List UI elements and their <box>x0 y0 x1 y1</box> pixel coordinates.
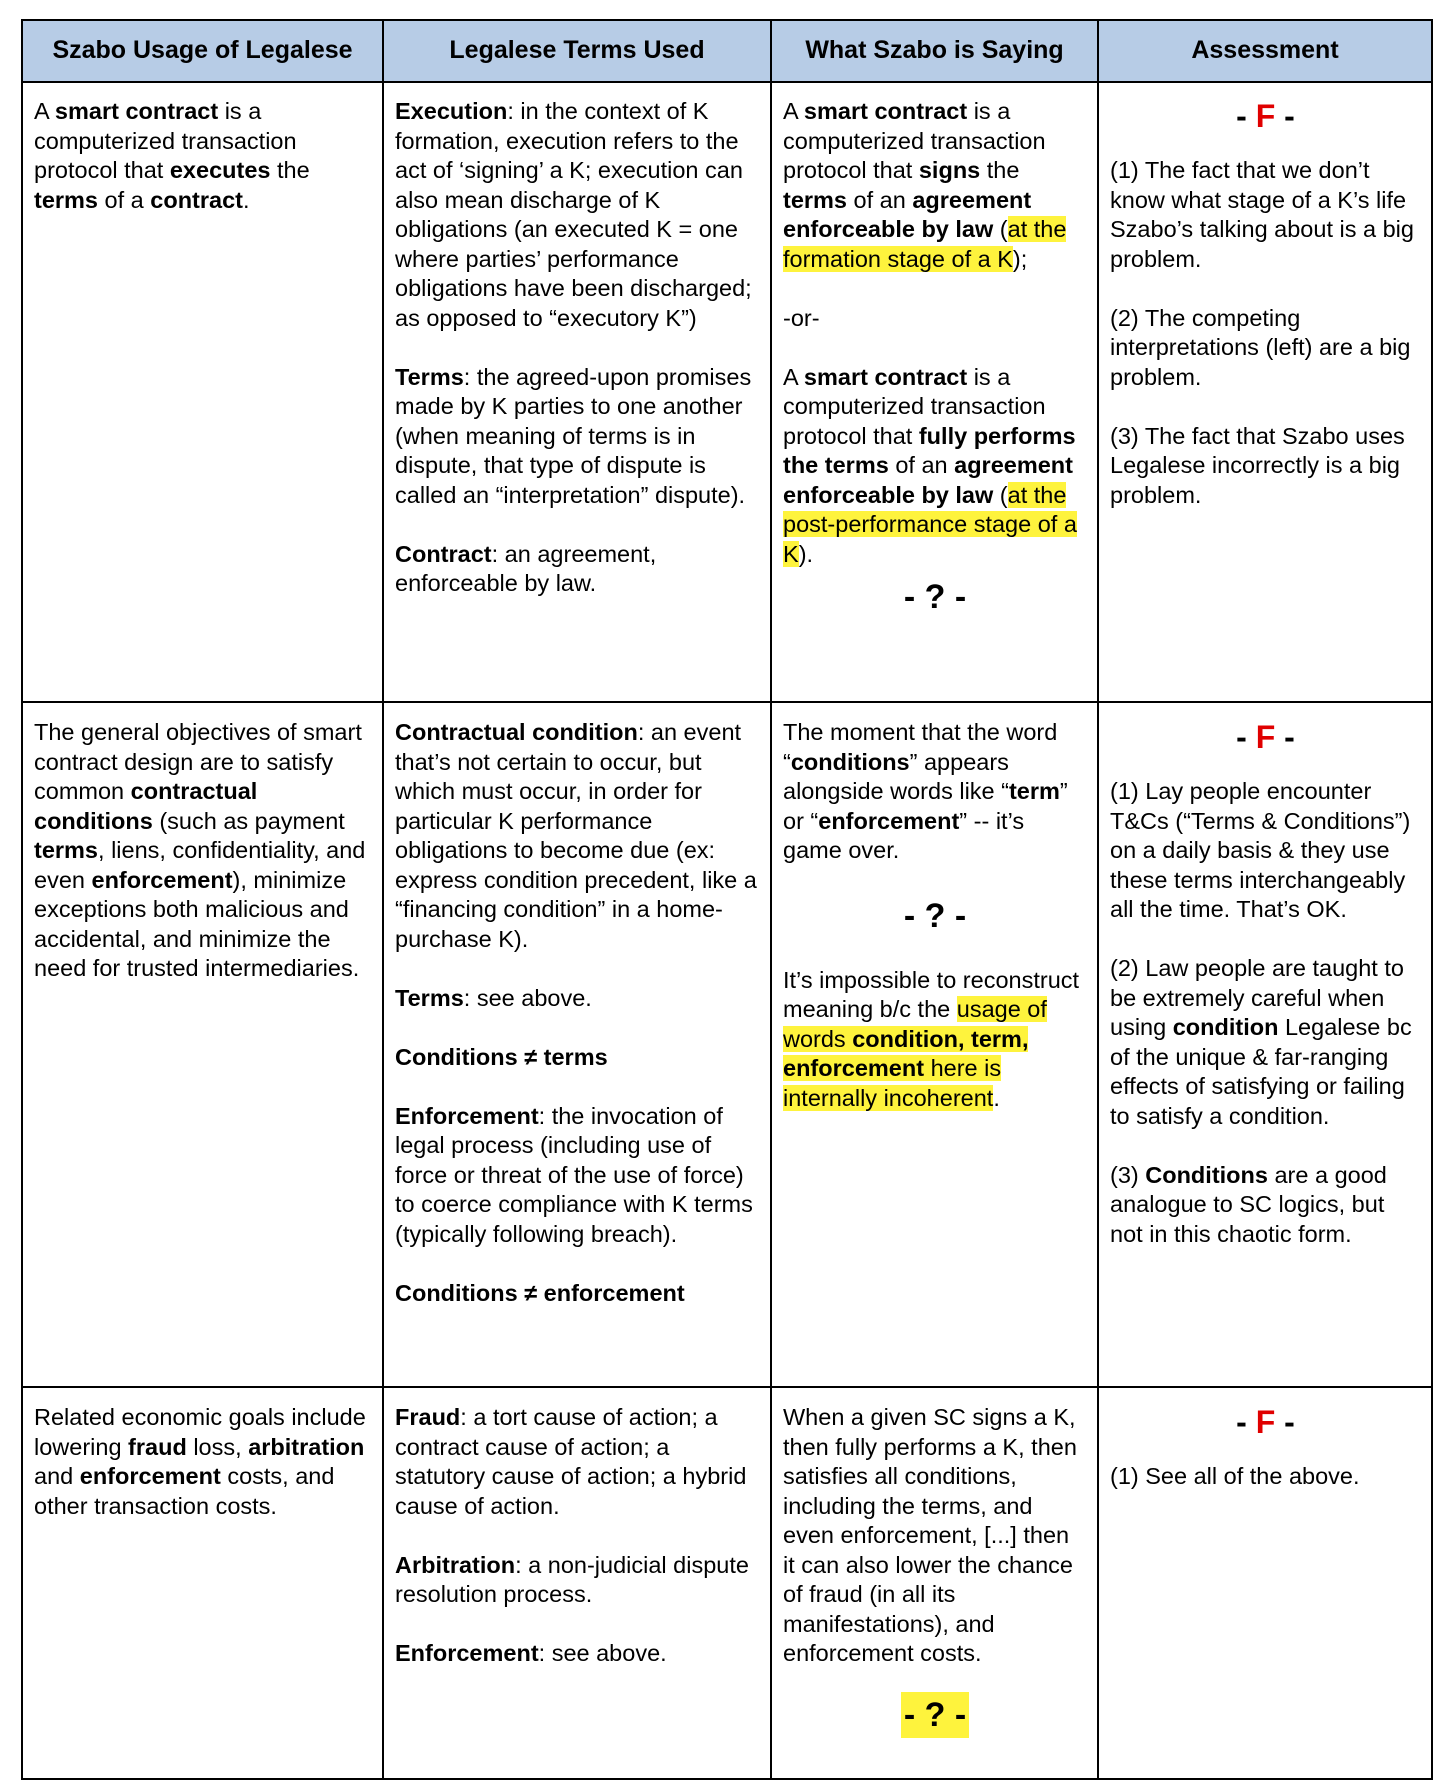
text-segment: (2) The competing interpretations (left) are a big problem. <box>1110 304 1411 390</box>
bold-text: condition <box>1172 1014 1279 1040</box>
assessment-point <box>1110 1462 1421 1492</box>
text-segment: ). <box>798 540 814 567</box>
terms-cell <box>383 1387 771 1779</box>
legalese-assessment-table <box>21 19 1433 1780</box>
term-definition <box>395 540 760 599</box>
terms-cell <box>383 82 771 702</box>
term-definition <box>395 1551 760 1610</box>
usage-text <box>34 97 372 215</box>
saying-cell <box>771 1387 1098 1779</box>
saying-paragraph <box>783 718 1087 866</box>
bold-text: Execution <box>395 98 508 124</box>
text-segment: ” appears alongside words like “ <box>783 748 1009 804</box>
grade-f: F <box>1255 98 1276 134</box>
bold-text: Conditions <box>1145 1161 1268 1188</box>
text-segment: : a non-judicial dispute resolution process. <box>395 1551 749 1607</box>
bold-text: contract <box>150 186 243 213</box>
text-segment: : see above. <box>463 984 592 1011</box>
bold-text: term <box>1008 778 1060 804</box>
text-segment: (3) <box>1110 1161 1146 1188</box>
saying-paragraph <box>783 363 1087 570</box>
bold-text: agreement enforceable by law <box>783 452 1073 508</box>
usage-cell <box>22 82 383 702</box>
grade-label: - F - <box>1236 1404 1295 1440</box>
text-segment: ); <box>1012 245 1028 272</box>
grade-label: - F - <box>1236 719 1295 755</box>
bold-text: conditions <box>790 748 910 775</box>
text-segment: : an agreement, enforceable by law. <box>395 540 657 596</box>
text-segment: (1) Lay people encounter T&Cs (“Terms & Conditions”) on a daily basis & they use these terms interchangeably all the time. That’s OK. <box>1110 778 1411 922</box>
text-segment: the <box>270 157 310 183</box>
text-segment: (3) The fact that Szabo uses Legalese incorrectly is a big problem. <box>1110 422 1405 508</box>
text-segment: (2) Law people are taught to be extremely careful when using <box>1110 955 1404 1040</box>
text-segment: . <box>993 1084 1000 1111</box>
bold-text: Conditions ≠ enforcement <box>395 1279 685 1306</box>
text-segment: : a tort cause of action; a contract cause of action; a statutory cause of action; a hybrid cause of action. <box>395 1404 747 1519</box>
bold-text: arbitration <box>248 1433 365 1460</box>
term-definition <box>395 1279 760 1309</box>
bold-text: contractual conditions <box>34 778 258 834</box>
table-row <box>22 1387 1432 1779</box>
bold-text: enforcement <box>91 866 233 893</box>
text-segment: The moment that the word “ <box>783 719 1058 775</box>
term-definition <box>395 984 760 1014</box>
saying-cell <box>771 702 1098 1387</box>
grade-label: - F - <box>1236 98 1295 134</box>
term-definition <box>395 1102 760 1250</box>
terms-cell <box>383 702 771 1387</box>
header-what-szabo-is-saying: What Szabo is Saying <box>771 20 1098 82</box>
text-segment: is a computerized transaction protocol that <box>783 363 1046 449</box>
assessment-cell <box>1098 702 1432 1387</box>
assessment-cell <box>1098 1387 1432 1779</box>
bold-text: Contract <box>395 540 492 567</box>
text-segment: When a given SC signs a K, then fully performs a K, then satisfies all conditions, including the terms, and even enforcement, [...] then it can also lower the chance of fraud (in all its manifestations), and enforcement costs. <box>783 1404 1077 1666</box>
bold-text: enforcement <box>818 807 960 834</box>
bold-text: Fraud <box>395 1404 461 1430</box>
text-segment: (1) The fact that we don’t know what stage of a K’s life Szabo’s talking about is a big problem. <box>1110 157 1414 272</box>
term-definition <box>395 1043 760 1073</box>
text-segment: of an <box>888 452 955 478</box>
term-definition <box>395 1403 760 1521</box>
text-segment: is a computerized transaction protocol that <box>34 98 297 183</box>
text-segment: : the invocation of legal process (including use of force or threat of the use of force) to coerce compliance with K terms (typically following breach). <box>395 1102 753 1247</box>
usage-text <box>34 1403 372 1521</box>
text-segment: A <box>34 98 55 124</box>
saying-paragraph <box>783 1403 1087 1669</box>
text-segment: A <box>783 363 804 390</box>
bold-text: Conditions ≠ terms <box>395 1043 608 1070</box>
text-segment: ” -- it’s game over. <box>783 807 1025 863</box>
bold-text: Arbitration <box>395 1551 516 1578</box>
bold-text: Enforcement <box>395 1640 539 1666</box>
question-mark: - ? - <box>903 578 967 616</box>
term-definition <box>395 97 760 333</box>
bold-text: smart contract <box>803 363 968 390</box>
text-segment: and <box>34 1463 80 1489</box>
highlighted-text: at the post-performance stage of a K <box>783 481 1077 567</box>
assessment-cell <box>1098 82 1432 702</box>
question-mark: - ? - <box>903 896 967 935</box>
text-segment: : in the context of K formation, execution refers to the act of ‘signing’ a K; execution can also mean discharge of K obligations (an executed K = one where parties’ performance obligations have been discharged; as opposed to “executory K”) <box>395 98 752 331</box>
text-segment: (such as payment <box>152 807 345 834</box>
saying-paragraph <box>783 304 1087 334</box>
highlighted-text: condition, term, enforcement <box>783 1025 1029 1081</box>
assessment-point <box>1110 777 1421 925</box>
bold-text: signs <box>918 157 981 183</box>
text-segment: : see above. <box>538 1640 667 1666</box>
assessment-point <box>1110 954 1421 1131</box>
usage-cell <box>22 702 383 1387</box>
bold-text: smart contract <box>54 98 219 124</box>
bold-text: Contractual condition <box>395 719 638 745</box>
bold-text: terms <box>34 186 99 213</box>
text-segment: , liens, confidentiality, and even <box>34 837 366 893</box>
term-definition <box>395 1639 760 1669</box>
assessment-point <box>1110 422 1421 511</box>
text-segment: is a computerized transaction protocol that <box>783 98 1046 183</box>
text-segment: Legalese bc of the unique & far-ranging effects of satisfying or failing to satisfy a condition. <box>1110 1014 1412 1129</box>
highlighted-text: usage of words <box>783 996 1047 1052</box>
bold-text: Enforcement <box>395 1102 539 1129</box>
bold-text: terms <box>34 837 99 863</box>
term-definition <box>395 363 760 511</box>
text-segment: A <box>783 98 804 124</box>
term-definition <box>395 718 760 954</box>
usage-cell <box>22 1387 383 1779</box>
text-segment: Related economic goals include lowering <box>34 1404 366 1460</box>
text-segment: (1) See all of the above. <box>1110 1463 1360 1489</box>
text-segment: ( <box>993 216 1008 242</box>
usage-text <box>34 718 372 984</box>
saying-paragraph <box>783 966 1087 1114</box>
grade-f: F <box>1255 1404 1276 1440</box>
text-segment: the <box>980 157 1020 183</box>
grade-f: F <box>1255 719 1276 755</box>
text-segment: : the agreed-upon promises made by K parties to one another (when meaning of terms is in dispute, that type of dispute is called an “interpretation” dispute). <box>395 363 752 508</box>
text-segment: The general objectives of smart contract design are to satisfy common <box>34 719 362 804</box>
bold-text: fully performs the terms <box>783 422 1076 478</box>
bold-text: agreement enforceable by law <box>783 186 1032 242</box>
text-segment: are a good analogue to SC logics, but not in this chaotic form. <box>1110 1161 1387 1247</box>
text-segment: loss, <box>186 1433 249 1460</box>
text-segment: It’s impossible to reconstruct meaning b/c the <box>783 966 1080 1022</box>
bold-text: terms <box>783 186 848 213</box>
header-legalese-terms: Legalese Terms Used <box>383 20 771 82</box>
question-mark-highlight: - ? - <box>901 1692 969 1738</box>
text-segment: : an event that’s not certain to occur, but which must occur, in order for particular K performance obligations to become due (ex: express condition precedent, like a “financing condition” in a home-purchase K). <box>395 719 757 952</box>
table-row <box>22 702 1432 1387</box>
bold-text: Terms <box>395 984 464 1011</box>
bold-text: Terms <box>395 363 464 390</box>
text-segment: of an <box>847 186 913 213</box>
bold-text: fraud <box>128 1433 187 1460</box>
text-segment: ), minimize exceptions both malicious and accidental, and minimize the need for trusted intermediaries. <box>34 866 360 981</box>
bold-text: executes <box>169 157 271 183</box>
header-row <box>22 20 1432 82</box>
header-szabo-usage: Szabo Usage of Legalese <box>22 20 383 82</box>
text-segment: ” or “ <box>783 778 1068 834</box>
highlighted-text: here is internally incoherent <box>783 1055 1002 1111</box>
saying-cell <box>771 82 1098 702</box>
text-segment: costs, and other transaction costs. <box>34 1463 335 1519</box>
text-segment: -or- <box>783 304 820 331</box>
saying-paragraph <box>783 97 1087 274</box>
bold-text: smart contract <box>803 98 968 124</box>
highlighted-text: at the formation stage of a K <box>783 216 1067 272</box>
assessment-point <box>1110 156 1421 274</box>
header-assessment: Assessment <box>1098 20 1432 82</box>
bold-text: enforcement <box>79 1463 221 1489</box>
text-segment: . <box>243 186 250 213</box>
table-row <box>22 82 1432 702</box>
text-segment: ( <box>993 481 1008 508</box>
text-segment: of a <box>98 186 151 213</box>
assessment-point <box>1110 1161 1421 1250</box>
assessment-point <box>1110 304 1421 393</box>
